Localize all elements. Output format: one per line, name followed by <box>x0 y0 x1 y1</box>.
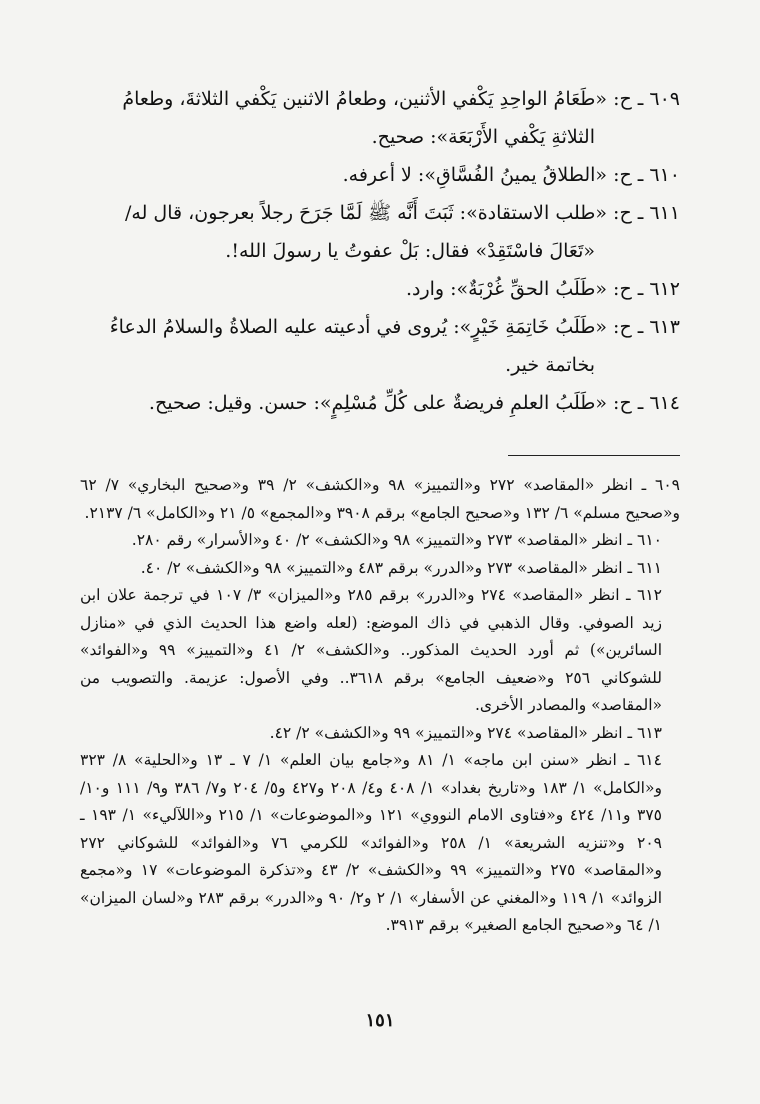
entry-609-line1: ٦٠٩ ـ ح: «طَعَامُ الواحِدِ يَكْفي الأثنين، وطعامُ الاثنين يَكْفي الثلاثةَ، وطعامُ <box>122 88 680 110</box>
entry-611-line2: «تَعَالَ فاسْتَقِدْ» فقال: بَلْ عفوتُ يا رسولَ الله!. <box>225 240 595 262</box>
footnotes <box>80 472 680 940</box>
footnote-609: ٦٠٩ ـ انظر «المقاصد» ٢٧٢ و«التمييز» ٩٨ و«الكشف» ٢/ ٣٩ و«صحيح البخاري» ٧/ ٦٢ و«صحيح مسلم» ٦/ ١٣٢ و«صحيح الجامع» برقم ٣٩٠٨ و«المجمع» ٥/ ٢١ و«الكامل» ٦/ ٢١٣٧. <box>80 476 680 522</box>
entry-609 <box>80 80 680 156</box>
entry-614 <box>80 384 680 422</box>
main-text <box>80 80 680 422</box>
entry-613-line2: بخاتمة خير. <box>505 354 595 376</box>
entry-612-line1: ٦١٢ ـ ح: «طَلَبُ الحقِّ غُرْبَةٌ»: وارد. <box>405 278 680 300</box>
page-number: ١٥١ <box>365 1010 395 1031</box>
footnote-610: ٦١٠ ـ انظر «المقاصد» ٢٧٣ و«التمييز» ٩٨ و«الكشف» ٢/ ٤٠ و«الأسرار» رقم ٢٨٠. <box>131 531 662 549</box>
footnote-614: ٦١٤ ـ انظر «سنن ابن ماجه» ١/ ٨١ و«جامع بيان العلم» ١/ ٧ ـ ١٣ و«الحلية» ٨/ ٣٢٣ و«الكامل» ١/ ١٨٣ و«تاريخ بغداد» ١/ ٤٠٨ و٤/ ٢٠٨ و٤٢٧ و٥/ ٢٠٤ و٧/ ٣٨٦ و٩/ ١١١ و١٠/ ٣٧٥ و١١/ ٤٢٤ و«فتاوى الامام النووي» ١٢١ و«الموضوعات» ١/ ٢١٥ و«اللآليء» ١/ ١٩٣ ـ ٢٠٩ و«تنزيه الشريعة» ١/ ٢٥٨ و«الفوائد» للكرمي ٧٦ و«الفوائد» للشوكاني ٢٧٢ و«المقاصد» ٢٧٥ و«التمييز» ٩٩ و«الكشف» ٢/ ٤٣ و«تذكرة الموضوعات» ١٧ و«مجمع الزوائد» ١/ ١١٩ و«المغني عن الأسفار» ١/ ٢ و٢/ ٩٠ و«الدرر» برقم ٢٨٣ و«لسان الميزان» ١/ ٦٤ و«صحيح الجامع الصغير» برقم ٣٩١٣. <box>80 751 663 934</box>
entry-612 <box>80 270 680 308</box>
entry-610 <box>80 156 680 194</box>
footnote-613: ٦١٣ ـ انظر «المقاصد» ٢٧٤ و«التمييز» ٩٩ و«الكشف» ٢/ ٤٢. <box>269 723 662 742</box>
entry-614-line1: ٦١٤ ـ ح: «طَلَبُ العلمِ فريضةٌ على كُلِّ مُسْلِمٍ»: حسن. وقيل: صحيح. <box>148 392 680 414</box>
entry-613 <box>80 308 680 384</box>
entry-609-line2: الثلاثةِ يَكْفي الأَرْبَعَة»: صحيح. <box>371 126 595 148</box>
footnote-612: ٦١٢ ـ انظر «المقاصد» ٢٧٤ و«الدرر» برقم ٢٨٥ و«الميزان» ٣/ ١٠٧ في ترجمة علان ابن زيد الصوفي. وقال الذهبي في ذاك الموضع: (لعله واضع هذا الحديث الذي في «منازل السائرين») ثم أورد الحديث المذكور.. و«الكشف» ٢/ ٤١ و«التمييز» ٩٩ و«الفوائد» للشوكاني ٢٥٦ و«ضعيف الجامع» برقم ٣٦١٨.. وفي الأصول: عزيمة. والتصويب من «المقاصد» والمصادر الأخرى. <box>80 586 663 714</box>
entry-613-line1: ٦١٣ ـ ح: «طَلَبُ خَاتِمَةِ خَيْرٍ»: يُروى في أدعيته عليه الصلاةُ والسلامُ الدعاءُ <box>109 316 680 338</box>
footnote-separator <box>508 455 680 456</box>
entry-611 <box>80 194 680 270</box>
footnote-611: ٦١١ ـ انظر «المقاصد» ٢٧٣ و«الدرر» برقم ٤٨٣ و«التمييز» ٩٨ و«الكشف» ٢/ ٤٠. <box>140 558 662 577</box>
entry-611-line1: ٦١١ ـ ح: «طلب الاستقادة»: ثَبَتَ أَنَّه ﷺ لَمَّا جَرَحَ رجلاً بعرجون، قال له/ <box>124 202 680 224</box>
entry-610-line1: ٦١٠ ـ ح: «الطلاقُ يمينُ الفُسَّاقِ»: لا أعرفه. <box>342 164 680 186</box>
